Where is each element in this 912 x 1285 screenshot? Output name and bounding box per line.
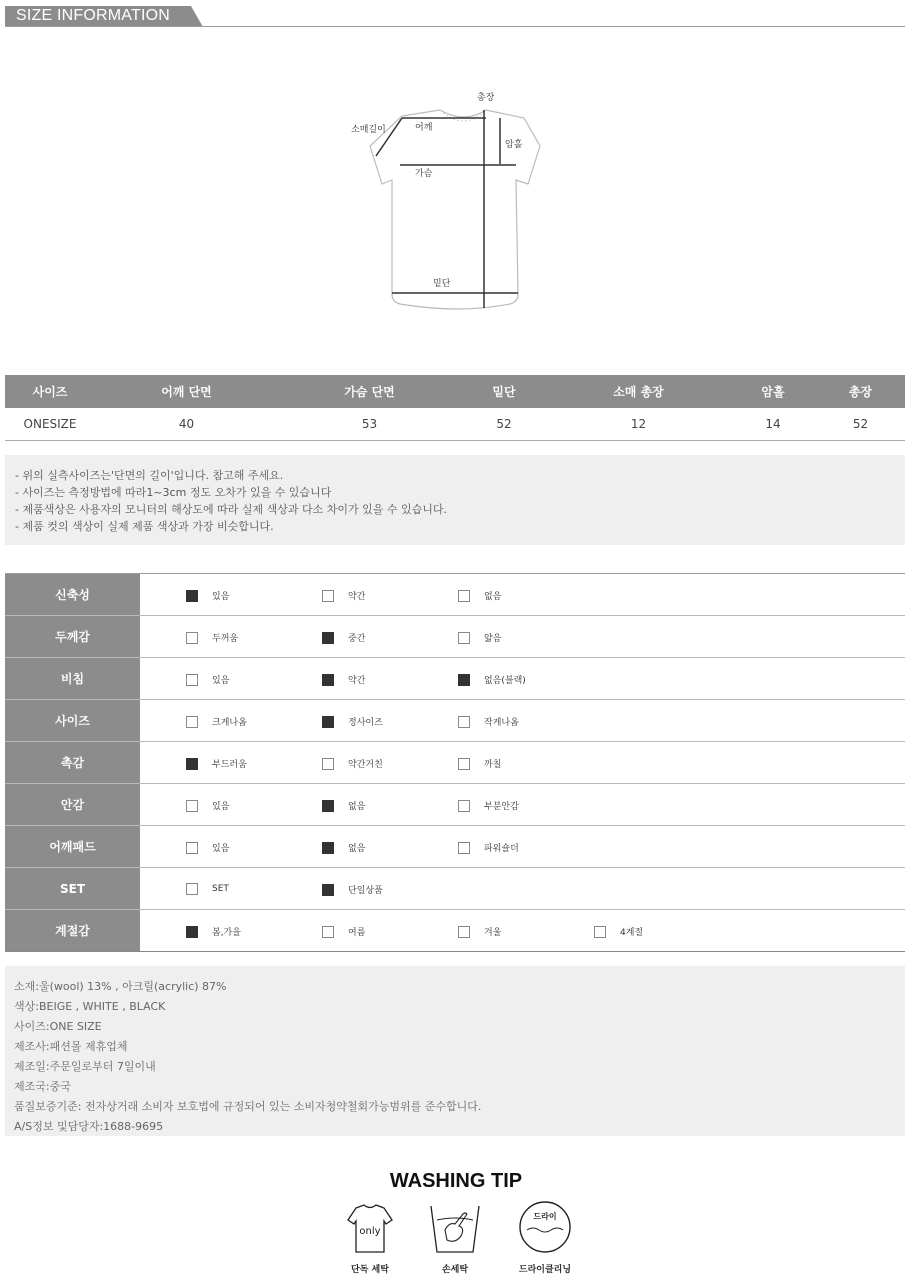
feature-label: 신축성 xyxy=(5,574,140,615)
spec-color: 색상:BEIGE , WHITE , BLACK xyxy=(14,1000,166,1013)
feature-option xyxy=(322,589,365,602)
checked-box-icon xyxy=(186,590,198,602)
section-header xyxy=(5,6,905,28)
label-armhole: 암홀 xyxy=(505,140,523,150)
spec-manufacturer: 제조사:패션몰 제휴업체 xyxy=(14,1040,128,1053)
col-header-length: 총장 xyxy=(816,375,905,408)
feature-option xyxy=(322,631,365,644)
feature-option xyxy=(458,925,501,938)
feature-label: 사이즈 xyxy=(5,700,140,741)
note-line: - 제품색상은 사용자의 모니터의 해상도에 따라 실제 색상과 다소 차이가 있을 수 있습니다. xyxy=(15,503,447,516)
feature-option xyxy=(458,715,519,728)
feature-option-label: 약간 xyxy=(348,592,366,602)
checked-box-icon xyxy=(186,926,198,938)
feature-option-label: 얇음 xyxy=(484,634,502,644)
feature-option xyxy=(458,589,501,602)
checked-box-icon xyxy=(322,800,334,812)
size-table xyxy=(5,375,905,441)
col-header-armhole: 암홀 xyxy=(730,375,816,408)
feature-row xyxy=(5,742,905,784)
feature-row xyxy=(5,826,905,868)
feature-option-label: 없음 xyxy=(348,844,366,854)
cell-length: 52 xyxy=(816,408,905,440)
unchecked-box-icon xyxy=(458,926,470,938)
feature-option xyxy=(186,715,247,728)
label-sleeve-length: 소매길이 xyxy=(351,125,386,135)
feature-label: SET xyxy=(5,868,140,909)
feature-option-label: 작게나옴 xyxy=(484,718,519,728)
feature-option xyxy=(186,799,229,812)
feature-option-label: 없음(블랙) xyxy=(484,676,526,686)
header-divider xyxy=(5,26,905,27)
unchecked-box-icon xyxy=(322,590,334,602)
feature-row xyxy=(5,574,905,616)
feature-option-label: 약간 xyxy=(348,676,366,686)
checked-box-icon xyxy=(458,674,470,686)
feature-row xyxy=(5,616,905,658)
table-row xyxy=(5,408,905,440)
feature-option xyxy=(322,925,365,938)
unchecked-box-icon xyxy=(186,674,198,686)
dry-clean-icon xyxy=(505,1200,585,1280)
feature-row xyxy=(5,868,905,910)
feature-option xyxy=(186,757,247,770)
feature-option-label: 있음 xyxy=(212,802,230,812)
unchecked-box-icon xyxy=(186,842,198,854)
hand-wash-caption: 손세탁 xyxy=(441,1265,469,1275)
unchecked-box-icon xyxy=(458,758,470,770)
feature-option xyxy=(458,673,526,686)
feature-option-label: 없음 xyxy=(348,802,366,812)
feature-table xyxy=(5,573,905,952)
feature-option-label: 있음 xyxy=(212,676,230,686)
product-spec xyxy=(5,966,905,1136)
unchecked-box-icon xyxy=(186,800,198,812)
cell-size: ONESIZE xyxy=(5,408,95,440)
unchecked-box-icon xyxy=(322,758,334,770)
feature-option-label: 있음 xyxy=(212,844,230,854)
spec-size: 사이즈:ONE SIZE xyxy=(14,1020,102,1033)
feature-option-label: 약간거친 xyxy=(348,760,383,770)
feature-row xyxy=(5,910,905,952)
feature-option-label: 겨울 xyxy=(484,928,502,938)
feature-option-label: 부분안감 xyxy=(484,802,519,812)
feature-option xyxy=(186,589,229,602)
tshirt-diagram-svg xyxy=(340,88,550,318)
spec-warranty: 품질보증기준: 전자상거래 소비자 보호법에 규정되어 있는 소비자청약철회가능범위를 준수합니다. xyxy=(14,1100,482,1113)
washing-tip-title: WASHING TIP xyxy=(389,1170,523,1192)
feature-option xyxy=(458,631,501,644)
single-wash-label: only xyxy=(359,1226,381,1237)
note-line: - 사이즈는 측정방법에 따라1~3cm 정도 오차가 있을 수 있습니다 xyxy=(15,486,332,499)
feature-option xyxy=(322,841,365,854)
feature-option xyxy=(322,715,383,728)
unchecked-box-icon xyxy=(186,632,198,644)
note-line: - 위의 실측사이즈는'단면의 길이'입니다. 참고해 주세요. xyxy=(15,469,284,482)
unchecked-box-icon xyxy=(458,632,470,644)
col-header-hem: 밑단 xyxy=(461,375,547,408)
checked-box-icon xyxy=(322,884,334,896)
cell-chest: 53 xyxy=(278,408,461,440)
unchecked-box-icon xyxy=(322,926,334,938)
feature-option-label: 까칠 xyxy=(484,760,502,770)
feature-option-label: 4계절 xyxy=(620,928,644,938)
checked-box-icon xyxy=(186,758,198,770)
feature-row xyxy=(5,784,905,826)
cell-armhole: 14 xyxy=(730,408,816,440)
feature-label: 두께감 xyxy=(5,616,140,657)
feature-option-label: 없음 xyxy=(484,592,502,602)
feature-label: 비침 xyxy=(5,658,140,699)
feature-option xyxy=(458,757,501,770)
feature-option xyxy=(594,925,643,938)
feature-option-label: 단일상품 xyxy=(348,886,383,896)
unchecked-box-icon xyxy=(458,716,470,728)
feature-label: 촉감 xyxy=(5,742,140,783)
feature-option xyxy=(186,673,229,686)
checked-box-icon xyxy=(322,632,334,644)
label-chest: 가슴 xyxy=(415,169,433,179)
feature-option-label: SET xyxy=(212,884,229,894)
feature-option xyxy=(458,799,519,812)
unchecked-box-icon xyxy=(458,800,470,812)
size-notes xyxy=(5,455,905,545)
feature-option xyxy=(458,841,519,854)
spec-material: 소재:울(wool) 13% , 아크릴(acrylic) 87% xyxy=(14,980,227,993)
label-shoulder: 어깨 xyxy=(415,123,433,133)
unchecked-box-icon xyxy=(594,926,606,938)
feature-option-label: 부드러움 xyxy=(212,760,247,770)
feature-option-label: 정사이즈 xyxy=(348,718,383,728)
feature-row xyxy=(5,700,905,742)
single-wash-icon xyxy=(330,1200,410,1280)
hand-wash-icon xyxy=(415,1200,495,1280)
feature-option xyxy=(186,883,229,895)
feature-option-label: 봄,가을 xyxy=(212,928,241,938)
feature-option-label: 있음 xyxy=(212,592,230,602)
cell-sleeve: 12 xyxy=(547,408,730,440)
single-wash-caption: 단독 세탁 xyxy=(351,1265,389,1275)
note-line: - 제품 컷의 색상이 실제 제품 색상과 가장 비슷합니다. xyxy=(15,520,274,533)
checked-box-icon xyxy=(322,674,334,686)
feature-option-label: 크게나옴 xyxy=(212,718,247,728)
dry-clean-label: 드라이 xyxy=(533,1212,557,1221)
cell-shoulder: 40 xyxy=(95,408,278,440)
spec-manufacture-date: 제조일:주문일로부터 7일이내 xyxy=(14,1060,156,1073)
col-header-shoulder: 어깨 단면 xyxy=(95,375,278,408)
feature-option xyxy=(322,799,365,812)
label-hem: 밑단 xyxy=(433,279,451,289)
unchecked-box-icon xyxy=(186,716,198,728)
feature-option xyxy=(322,883,383,896)
feature-label: 계절감 xyxy=(5,910,140,951)
cell-hem: 52 xyxy=(461,408,547,440)
garment-diagram xyxy=(340,88,550,318)
feature-label: 어깨패드 xyxy=(5,826,140,867)
spec-country: 제조국:중국 xyxy=(14,1080,71,1093)
col-header-size: 사이즈 xyxy=(5,375,95,408)
unchecked-box-icon xyxy=(458,590,470,602)
feature-option xyxy=(322,673,365,686)
feature-option xyxy=(186,925,241,938)
feature-label: 안감 xyxy=(5,784,140,825)
feature-option xyxy=(186,841,229,854)
dry-clean-caption: 드라이클리닝 xyxy=(518,1265,572,1275)
feature-option xyxy=(186,631,238,644)
feature-option xyxy=(322,757,383,770)
header-title: SIZE INFORMATION xyxy=(16,7,171,24)
col-header-chest: 가슴 단면 xyxy=(278,375,461,408)
feature-option-label: 중간 xyxy=(348,634,366,644)
checked-box-icon xyxy=(322,716,334,728)
unchecked-box-icon xyxy=(186,883,198,895)
label-total-length: 총장 xyxy=(477,93,495,103)
feature-option-label: 여름 xyxy=(348,928,366,938)
checked-box-icon xyxy=(322,842,334,854)
feature-option-label: 파워숄더 xyxy=(484,844,519,854)
spec-as-info: A/S정보 및담당자:1688-9695 xyxy=(14,1120,164,1133)
unchecked-box-icon xyxy=(458,842,470,854)
feature-row xyxy=(5,658,905,700)
feature-option-label: 두꺼움 xyxy=(212,634,239,644)
size-table-header-row xyxy=(5,375,905,408)
col-header-sleeve: 소매 총장 xyxy=(547,375,730,408)
